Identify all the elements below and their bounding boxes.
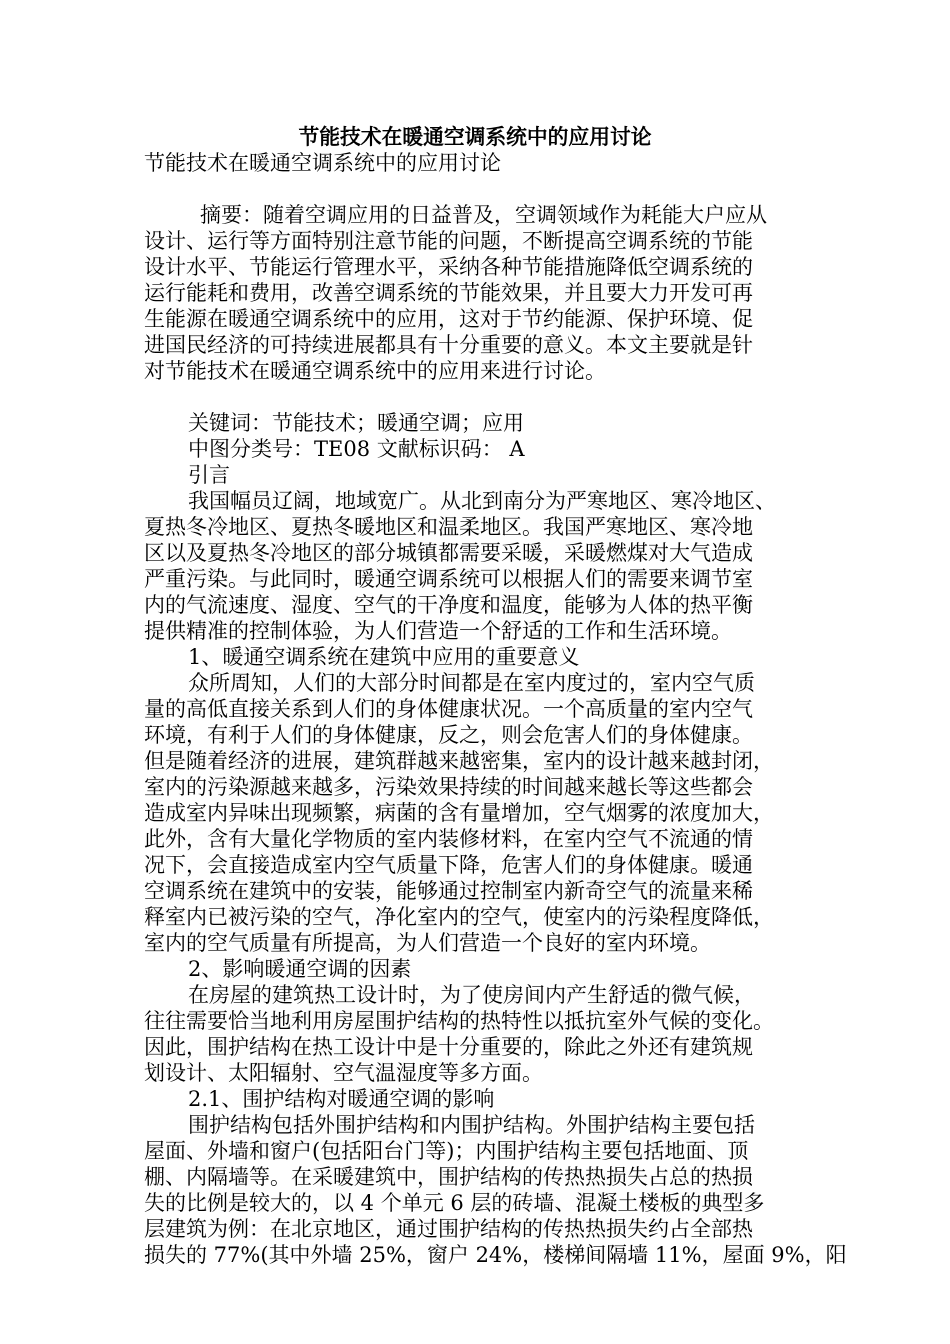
abstract-line: 生能源在暖通空调系统中的应用，这对于节约能源、保护环境、促 (144, 307, 753, 331)
section21-line: 围护结构包括外围护结构和内围护结构。外围护结构主要包括 (188, 1113, 755, 1137)
section21-line: 层建筑为例：在北京地区，通过围护结构的传热热损失约占全部热 (144, 1217, 753, 1241)
section1-line: 造成室内异味出现频繁，病菌的含有量增加，空气烟雾的浓度加大， (144, 801, 774, 825)
abstract-line: 摘要：随着空调应用的日益普及，空调领域作为耗能大户应从 (200, 203, 767, 227)
section1-heading: 1、暖通空调系统在建筑中应用的重要意义 (188, 645, 580, 669)
intro-line: 严重污染。与此同时，暖通空调系统可以根据人们的需要来调节室 (144, 567, 753, 591)
section21-line: 屋面、外墙和窗户(包括阳台门等)；内围护结构主要包括地面、顶 (144, 1139, 749, 1163)
page-title: 节能技术在暖通空调系统中的应用讨论 (298, 124, 652, 149)
section1-line: 室内的污染源越来越多，污染效果持续的时间越来越长等这些都会 (144, 775, 753, 799)
classification-line: 中图分类号：TE08 文献标识码： A (188, 437, 525, 461)
document-subtitle: 节能技术在暖通空调系统中的应用讨论 (144, 151, 501, 175)
abstract-line: 运行能耗和费用，改善空调系统的节能效果，并且要大力开发可再 (144, 281, 753, 305)
intro-line: 提供精准的控制体验，为人们营造一个舒适的工作和生活环境。 (144, 619, 732, 643)
abstract-line: 设计、运行等方面特别注意节能的问题，不断提高空调系统的节能 (144, 229, 753, 253)
abstract-line: 对节能技术在暖通空调系统中的应用来进行讨论。 (144, 359, 606, 383)
section2-line: 在房屋的建筑热工设计时，为了使房间内产生舒适的微气候， (188, 983, 755, 1007)
keywords-line: 关键词：节能技术；暖通空调；应用 (188, 411, 524, 435)
abstract-line: 设计水平、节能运行管理水平，采纳各种节能措施降低空调系统的 (144, 255, 753, 279)
section21-line: 棚、内隔墙等。在采暖建筑中，围护结构的传热热损失占总的热损 (144, 1165, 753, 1189)
section2-line: 往往需要恰当地利用房屋围护结构的热特性以抵抗室外气候的变化。 (144, 1009, 774, 1033)
section21-line: 损失的 77%(其中外墙 25%，窗户 24%，楼梯间隔墙 11%，屋面 9%，阳 (144, 1243, 847, 1267)
section2-line: 因此，围护结构在热工设计中是十分重要的，除此之外还有建筑规 (144, 1035, 753, 1059)
intro-line: 我国幅员辽阔，地域宽广。从北到南分为严寒地区、寒冷地区、 (188, 489, 776, 513)
abstract-line: 进国民经济的可持续进展都具有十分重要的意义。本文主要就是针 (144, 333, 753, 357)
section2-heading: 2、影响暖通空调的因素 (188, 957, 412, 981)
section1-line: 况下，会直接造成室内空气质量下降，危害人们的身体健康。暖通 (144, 853, 753, 877)
section1-line: 此外，含有大量化学物质的室内装修材料，在室内空气不流通的情 (144, 827, 753, 851)
section21-heading: 2.1、围护结构对暖通空调的影响 (188, 1087, 495, 1111)
intro-line: 夏热冬冷地区、夏热冬暖地区和温柔地区。我国严寒地区、寒冷地 (144, 515, 753, 539)
section1-line: 环境，有利于人们的身体健康，反之，则会危害人们的身体健康。 (144, 723, 753, 747)
section1-line: 众所周知，人们的大部分时间都是在室内度过的，室内空气质 (188, 671, 755, 695)
section1-line: 但是随着经济的进展，建筑群越来越密集，室内的设计越来越封闭， (144, 749, 774, 773)
section1-line: 空调系统在建筑中的安装，能够通过控制室内新奇空气的流量来稀 (144, 879, 753, 903)
section1-line: 室内的空气质量有所提高，为人们营造一个良好的室内环境。 (144, 931, 711, 955)
intro-heading: 引言 (188, 463, 230, 487)
section2-line: 划设计、太阳辐射、空气温湿度等多方面。 (144, 1061, 543, 1085)
section1-line: 量的高低直接关系到人们的身体健康状况。一个高质量的室内空气 (144, 697, 753, 721)
intro-line: 内的气流速度、湿度、空气的干净度和温度，能够为人体的热平衡 (144, 593, 753, 617)
intro-line: 区以及夏热冬冷地区的部分城镇都需要采暖，采暖燃煤对大气造成 (144, 541, 753, 565)
section21-line: 失的比例是较大的，以 4 个单元 6 层的砖墙、混凝土楼板的典型多 (144, 1191, 765, 1215)
section1-line: 释室内已被污染的空气，净化室内的空气，使室内的污染程度降低， (144, 905, 774, 929)
